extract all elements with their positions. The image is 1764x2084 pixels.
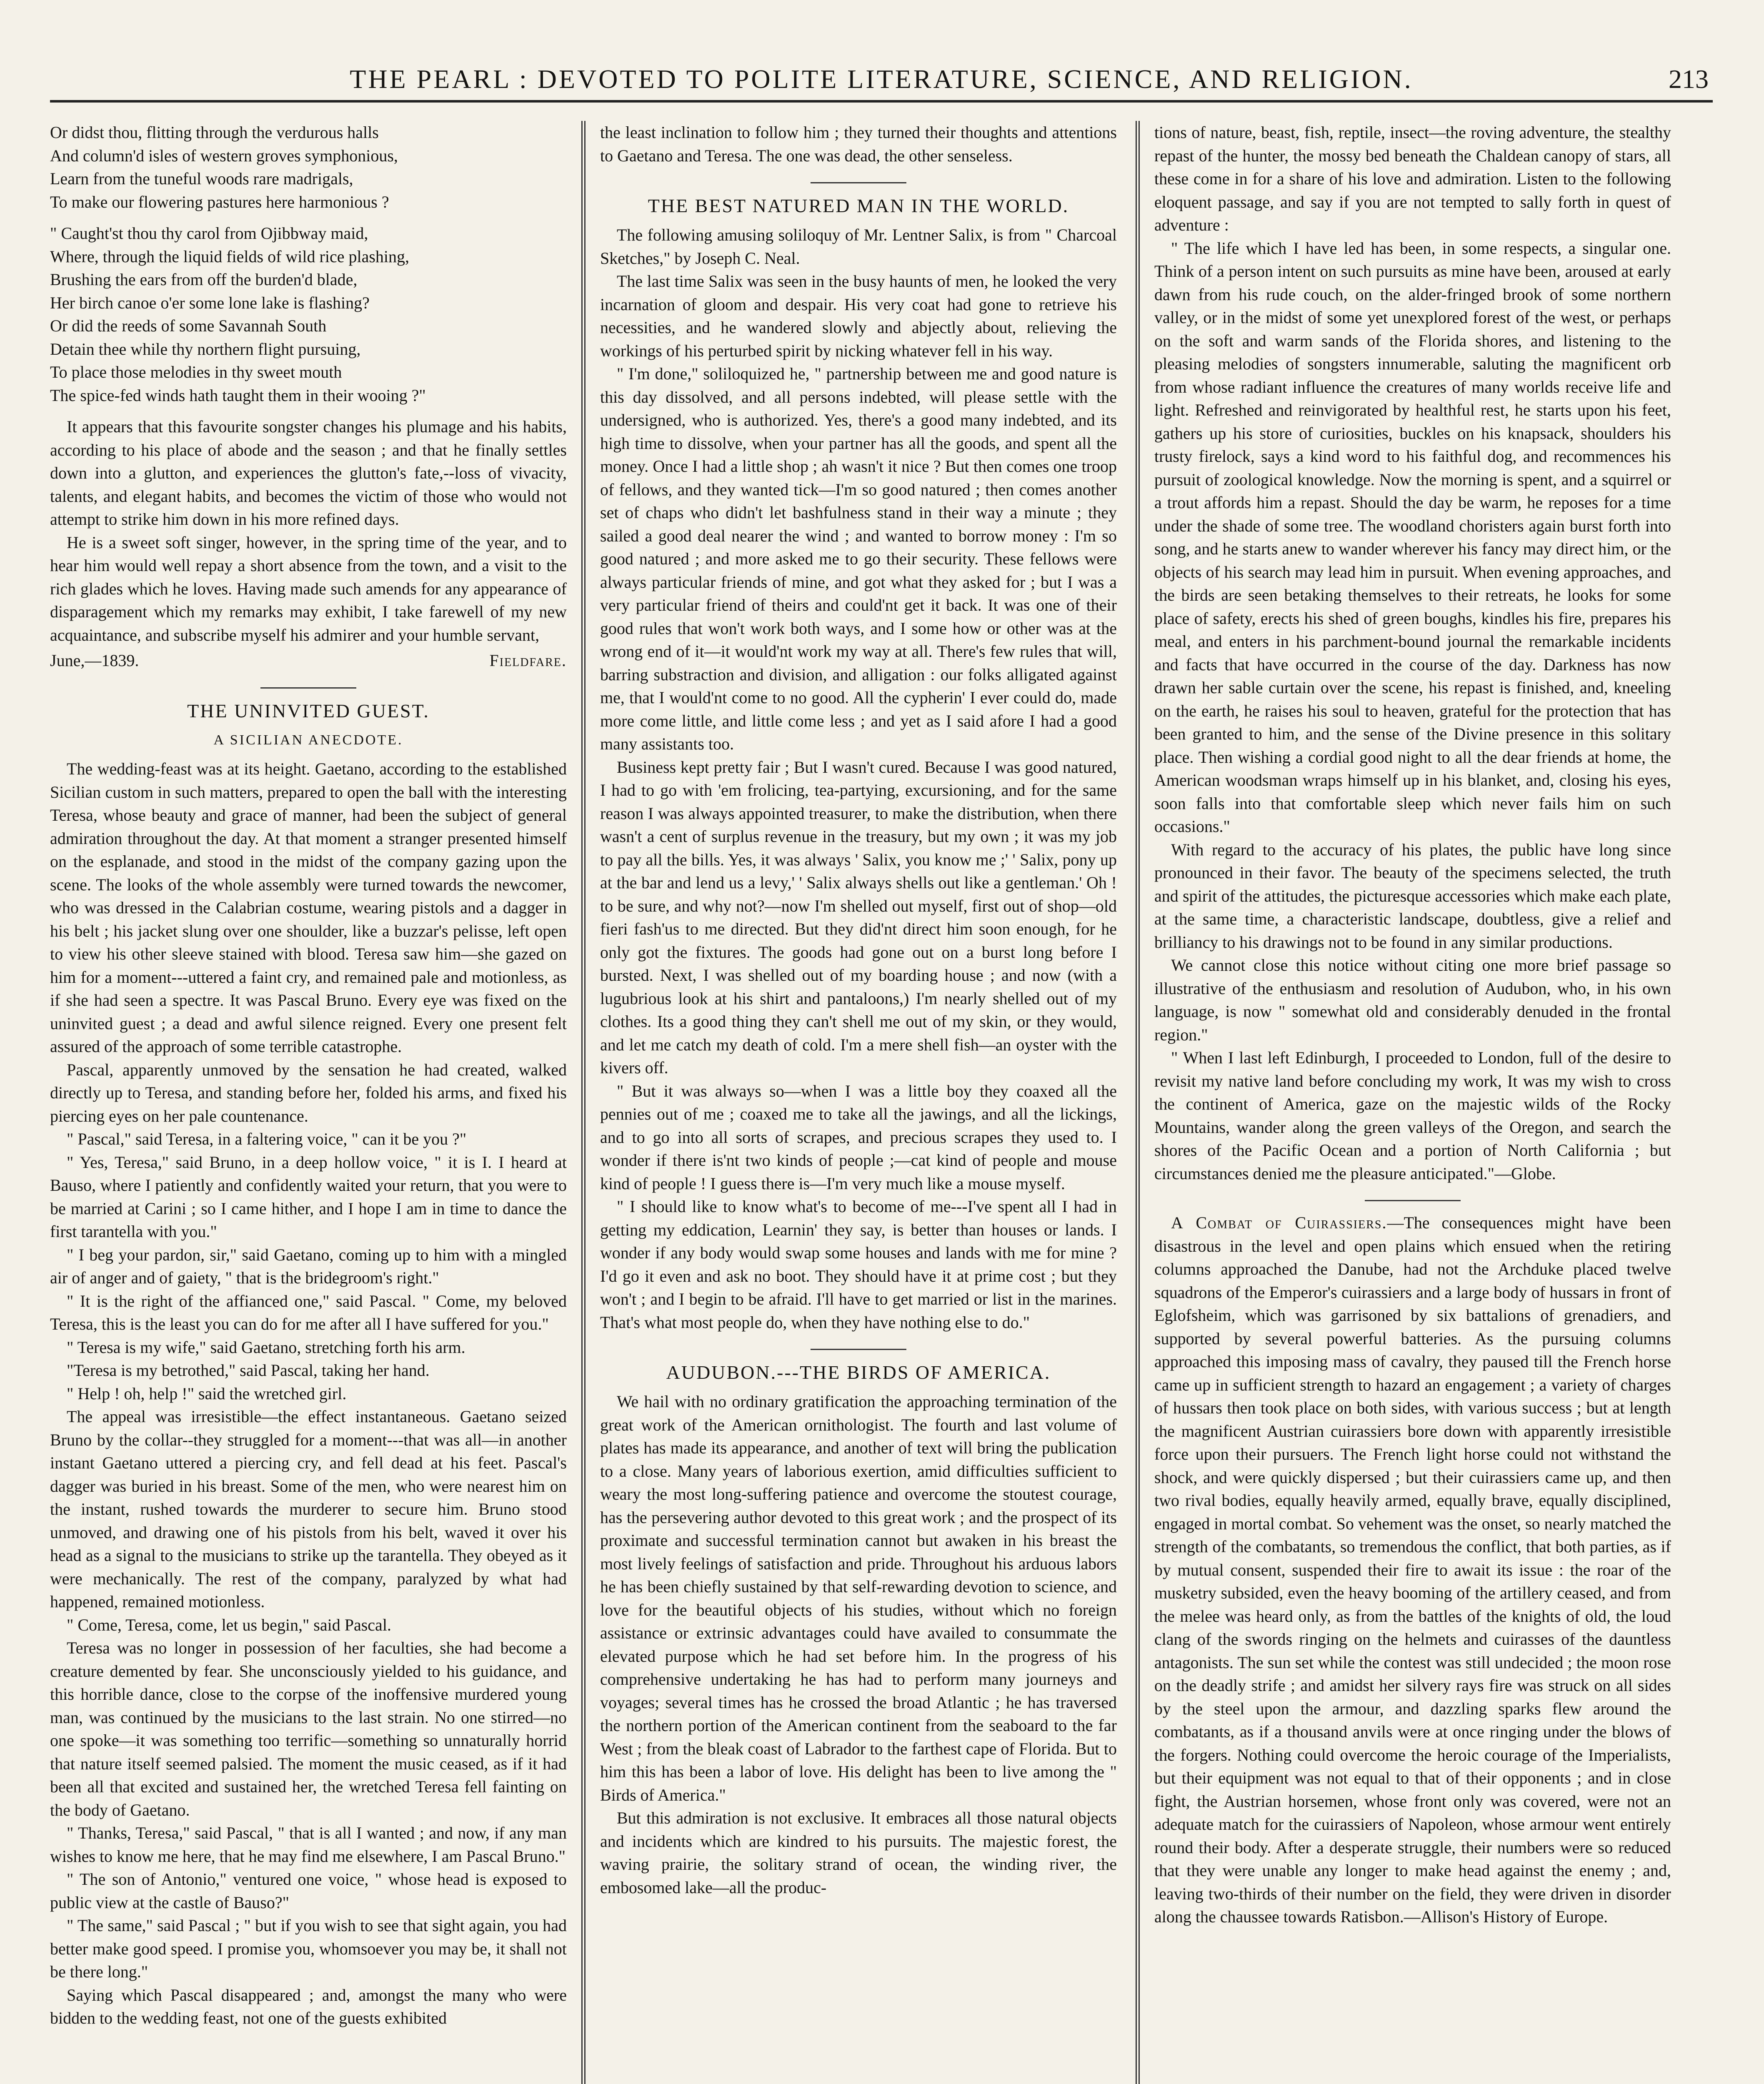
- paragraph: " I beg your pardon, sir," said Gaetano, coming up to him with a mingled air of anger and of gaiety, " that is the bridegroom's right.": [50, 1245, 567, 1287]
- paragraph: The following amusing soliloquy of Mr. Lentner Salix, is from " Charcoal Sketches," by Joseph C. Neal.: [600, 225, 1117, 268]
- paragraph-text: —The consequences might have been disastrous in the level and open plains which ensued when the retiring columns approached the Danube, had not the Archduke placed twelve squadrons of the Emperor's cuirassiers and a large body of hussars in front of Eglofsheim, which was garrisoned by six battalions of grenadiers, and supported by several powerful batteries. As the pursuing columns approached this imposing mass of cavalry, they paused till the French horse came up in sufficient strength to hazard an engagement ; a variety of charges of hussars then took place on both sides, with various success ; but at length the magnificent Austrian cuirassiers bore down with apparently irresistible force upon their pursuers. The French light horse could not withstand the shock, and were quickly dispersed ; but their cuirassiers came up, and then two rival bodies, equally heavily armed, equally brave, equally disciplined, engaged in mortal combat. So vehement was the onset, so nearly matched the strength of the combatants, so tremendous the conflict, that both parties, as if by mutual consent, suspended their fire to await its issue : the roar of the musketry subsided, even the heavy booming of the artillery ceased, and from the melee was heard only, as from the battles of the knights of old, the loud clang of the swords ringing on the helmets and cuirasses of the dauntless antagonists. The sun set while the contest was still undecided ; the moon rose on the deadly strife ; and amidst her silvery rays fire was struck on all sides by the steel upon the armour, and dazzling sparks flew around the combatants, as if a thousand anvils were at once ringing under the blows of the forgers. Nothing could overcome the heroic courage of the Imperialists, but their equipment was not equal to that of their opponents ; and in close fight, the Austrian horsemen, whose front only was covered, were not an adequate match for the cuirassiers of Napoleon, whose armour went entirely round their body. After a desperate struggle, their numbers were so reduced that they were unable any longer to make head against the enemy ; and, leaving two-thirds of their number on the field, they were driven in disorder along the chaussee towards Ratisbon.—Allison's History of Europe.: [1154, 1213, 1671, 1926]
- paragraph: We hail with no ordinary gratification the approaching termination of the great work of the American ornithologist. The fourth and last volume of plates has made its appearance, and another of text will bring the publication to a close. Many years of laborious exertion, amid difficulties sufficient to weary the most long-suffering patience and overcome the stoutest courage, has the persevering author devoted to this great work ; and the prospect of its proximate and successful termination cannot but awaken in his breast the most lively feelings of satisfaction and pride. Throughout his arduous labors he has been chiefly sustained by that self-rewarding devotion to science, and love for the beautiful objects of his studies, without which no foreign assistance or extrinsic advantages could have availed to consummate the elevated purpose which he had set before him. In the progress of his comprehensive undertaking he has had to perform many journeys and voyages; several times has he crossed the broad Atlantic ; he has traversed the northern portion of the American continent from the seaboard to the far West ; from the bleak coast of Labrador to the farthest cape of Florida. But to him this has been a labor of love. His delight has been to live among the " Birds of America.": [600, 1392, 1117, 1804]
- paragraph: The appeal was irresistible—the effect instantaneous. Gaetano seized Bruno by the collar--they struggled for a moment---that was all—in another instant Gaetano uttered a piercing cry, and fell dead at his feet. Pascal's dagger was buried in his breast. Some of the men, who were nearest him on the instant, rushed towards the murderer to secure him. Bruno stood unmoved, and drawing one of his pistols from his belt, waved it over his head as a signal to the musicians to strike up the tarantella. They obeyed as it were mechanically. The rest of the company, paralyzed by what had happened, remained motionless.: [50, 1407, 567, 1611]
- paragraph: " When I last left Edinburgh, I proceeded to London, full of the desire to revisit my native land before concluding my work, It was my wish to cross the continent of America, gaze on the majestic wilds of the Rocky Mountains, wander along the green valleys of the Oregon, and search the shores of the Pacific Ocean and a portion of North California ; but circumstances denied me the pleasure anticipated."—Globe.: [1154, 1048, 1671, 1183]
- poem-line: Detain thee while thy northern flight pursuing,: [50, 339, 361, 358]
- poem-line: And column'd isles of western groves symphonious,: [50, 146, 398, 165]
- paragraph: "Teresa is my betrothed," said Pascal, taking her hand.: [67, 1361, 430, 1380]
- column-rule: [1136, 121, 1140, 2084]
- paragraph: He is a sweet soft singer, however, in the spring time of the year, and to hear him would well repay a short absence from the town, and a visit to the rich glades which he loves. Having made such amends for any appearance of disparagement which my remarks may exhibit, I take farewell of my new acquaintance, and subscribe myself his admirer and your humble servant,: [50, 533, 567, 644]
- section-divider: [260, 687, 356, 689]
- column-1: [50, 121, 567, 2030]
- paragraph: " I'm done," soliloquized he, " partnership between me and good nature is this day dissolved, and all persons indebted, will please settle with the undersigned, who is authorized. Yes, there's a good many indebted, and its high time to dissolve, when your partner has all the goods, and spent all the money. Once I had a little shop ; ah wasn't it nice ? But then comes one troop of fellows, and they wanted tick—I'm so good natured ; then comes another set of chaps who didn't let bashfulness stand in their way a minute ; they sailed a good deal nearer the wind ; and wanted to borrow money : I'm so good natured ; and more asked me to go their security. These fellows were always particular friends of mine, and got what they asked for ; but I was a very particular friend of theirs and could'nt get it back. It was one of their good rules that won't work both ways, and I some how or other was at the wrong end of it—it would'nt work my way at all. There's few rules that will, barring substraction and division, and alligation : our folks alligated against me, that I would'nt come to no good. All the cypherin' I ever could do, made more come little, and little come less ; and yet as I said afore I had a good many assistants too.: [600, 364, 1117, 753]
- paragraph: Pascal, apparently unmoved by the sensation he had created, walked directly up to Teresa, and standing before her, folded his arms, and fixed his piercing eyes on her pale countenance.: [50, 1060, 567, 1125]
- run-in-heading: A Combat of Cuirassiers.: [1171, 1213, 1387, 1232]
- article-title: THE UNINVITED GUEST.: [187, 700, 430, 721]
- section-divider: [1365, 1200, 1461, 1201]
- poem-line: Learn from the tuneful woods rare madrigals,: [50, 169, 353, 188]
- article-subtitle: A SICILIAN ANECDOTE.: [213, 732, 403, 748]
- paragraph: tions of nature, beast, fish, reptile, insect—the roving adventure, the stealthy repast of the hunter, the mossy bed beneath the Chaldean canopy of stars, all these come in for a share of his love and admiration. Listen to the following eloquent passage, and say if you are not tempted to sally forth in quest of adventure :: [1154, 123, 1671, 234]
- paragraph: " Thanks, Teresa," said Pascal, " that is all I wanted ; and now, if any man wishes to know me here, that he may find me elsewhere, I am Pascal Bruno.": [50, 1824, 567, 1866]
- paragraph: " I should like to know what's to become of me---I've spent all I had in getting my eddication, Learnin' they say, is better than houses or lands. I wonder if any body would swap some houses and lands with me for mine ? I'd go it even and ask no boot. They should have it at prime cost ; but they won't ; and I begin to be afraid. I'll have to get married or list in the marines. That's what most people do, when they have nothing else to do.": [600, 1197, 1117, 1332]
- publication-title: THE PEARL : DEVOTED TO POLITE LITERATURE, SCIENCE, AND RELIGION.: [350, 64, 1413, 94]
- paragraph: The last time Salix was seen in the busy haunts of men, he looked the very incarnation of gloom and despair. His very coat had gone to retrieve his necessities, and he wandered slowly and abjectly about, relieving the workings of his perturbed spirit by nicking whatever fell in his way.: [600, 272, 1117, 360]
- poem-line: To make our flowering pastures here harmonious ?: [50, 192, 389, 211]
- paragraph: With regard to the accuracy of his plates, the public have long since pronounced in their favor. The beauty of the specimens selected, the truth and spirit of the attitudes, the picturesque accessories which make each plate, at the same time, a characteristic landscape, doubtless, give a relief and brilliancy to his drawings not to be found in any similar productions.: [1154, 840, 1671, 952]
- column-3: [1154, 121, 1671, 1929]
- paragraph: Business kept pretty fair ; But I wasn't cured. Because I was good natured, I had to go with 'em frolicing, tea-partying, excursioning, and for the same reason I was always appointed treasurer, to make the distribution, when there wasn't a cent of surplus revenue in the treasury, but my own ; it was my job to pay all the bills. Yes, it was always ' Salix, you know me ;' ' Salix, pony up at the bar and lend us a levy,' ' Salix always shells out like a gentleman.' Oh ! to be sure, and why not?—now I'm shelled out myself, first out of shop—old fieri fash'us to me directed. But they did'nt direct him soon enough, for he only got the fixtures. The goods had gone out on a burst long before I bursted. Next, I was shelled out of my boarding house ; and now (with a lugubrious look at his shirt and pantaloons,) I'm nearly shelled out of my clothes. Its a good thing they can't shell me out of my skin, or they would, and let me catch my death of cold. I'm a mere shell fish—an oyster with the kivers off.: [600, 757, 1117, 1077]
- paragraph: " Help ! oh, help !" said the wretched girl.: [67, 1384, 347, 1403]
- section-divider: [811, 182, 906, 183]
- poem-line: The spice-fed winds hath taught them in their wooing ?": [50, 386, 426, 405]
- article-title: THE BEST NATURED MAN IN THE WORLD.: [648, 195, 1069, 216]
- poem-line: To place those melodies in thy sweet mouth: [50, 363, 342, 381]
- paragraph: " Pascal," said Teresa, in a faltering voice, " can it be you ?": [67, 1130, 467, 1148]
- paragraph: " But it was always so—when I was a little boy they coaxed all the pennies out of me ; coaxed me to take all the jawings, and all the lickings, and to go into all sorts of scrapes, and precious scrapes they used to. I wonder if there is'nt two kinds of people ;—cat kind of people and mouse kind of people ! I guess there is—I'm very much like a mouse myself.: [600, 1081, 1117, 1193]
- poem-line: Her birch canoe o'er some lone lake is flashing?: [50, 293, 370, 312]
- letter-date: June,—1839.: [50, 651, 139, 670]
- column-rule: [581, 121, 585, 2084]
- paragraph: the least inclination to follow him ; they turned their thoughts and attentions to Gaetano and Teresa. The one was dead, the other senseless.: [600, 123, 1117, 165]
- paragraph: It appears that this favourite songster changes his plumage and his habits, according to his place of abode and the season ; and that he finally settles down into a glutton, and experiences the glutton's fate,--loss of vivacity, talents, and elegant habits, and becomes the victim of those who would not attempt to strike him down in his more refined days.: [50, 417, 567, 529]
- article-title: AUDUBON.---THE BIRDS OF AMERICA.: [666, 1362, 1051, 1383]
- poem-line: " Caught'st thou thy carol from Ojibbway maid,: [50, 224, 368, 243]
- poem-stanza-2: [50, 222, 567, 407]
- poem-line: Or didst thou, flitting through the verdurous halls: [50, 123, 379, 142]
- poem-line: Or did the reeds of some Savannah South: [50, 316, 327, 335]
- paragraph: " The life which I have led has been, in some respects, a singular one. Think of a person intent on such pursuits as mine have been, aroused at early dawn from his rude couch, on the alder-fringed brook of some northern valley, or in the midst of some yet unexplored forest of the west, or perhaps on the soft and warm sands of the Florida shores, and listening to the pleasing melodies of songsters innumerable, saluting the magnificent orb from whose radiant influence the creatures of many worlds receive life and light. Refreshed and reinvigorated by healthful rest, he starts upon his feet, gathers up his store of curiosities, buckles on his knapsack, shoulders his trusty firelock, says a kind word to his faithful dog, and recommences his pursuit of zoological knowledge. Now the morning is spent, and a squirrel or a trout affords him a repast. Should the day be warm, he reposes for a time under the shade of some tree. The woodland choristers again burst forth into song, and he starts anew to wander wherever his fancy may direct him, or the objects of his search may lead him in pursuit. When evening approaches, and the birds are seen betaking themselves to their retreats, he looks for some place of safety, erects his shed of green boughs, kindles his fire, prepares his meal, and enters in his parchment-bound journal the remarkable incidents and facts that have occurred in the course of the day. Darkness has now drawn her sable curtain over the scene, his repast is finished, and, kneeling on the earth, he raises his soul to heaven, grateful for the protection that has been granted to him, and the sense of the Divine presence in this solitary place. Then wishing a cordial good night to all the dear friends at home, the American woodsman wraps himself up in his blanket, and, closing his eyes, soon falls into that comfortable sleep which never fails him on such occasions.": [1154, 238, 1671, 836]
- signature-line: [50, 649, 567, 672]
- paragraph: The wedding-feast was at its height. Gaetano, according to the established Sicilian custom in such matters, prepared to open the ball with the interesting Teresa, whose beauty and grace of manner, had been the subject of general admiration throughout the day. At that moment a stranger presented himself on the esplanade, and stood in the midst of the company gazing upon the scene. The looks of the whole assembly were turned towards the newcomer, who was dressed in the Calabrian costume, wearing pistols and a dagger in his belt ; his jacket slung over one shoulder, like a buzzar's pelisse, left open to view his other sleeve stained with blood. Teresa saw him—she gazed on him for a moment---uttered a faint cry, and remained pale and motionless, as if she had seen a spectre. It was Pascal Bruno. Every eye was fixed on the uninvited guest ; a dead and awful silence reigned. Every one present felt assured of the approach of some terrible catastrophe.: [50, 759, 567, 1056]
- poem-line: Brushing the ears from off the burden'd blade,: [50, 270, 358, 289]
- section-divider: [811, 1349, 906, 1350]
- poem-stanza-1: [50, 121, 567, 213]
- paragraph: [1154, 1211, 1671, 1929]
- paragraph: " Yes, Teresa," said Bruno, in a deep hollow voice, " it is I. I heard at Bauso, where I patiently and confidently waited your return, that you were to be married at Carini ; so I came hither, and I hope I am in time to dance the first tarantella with you.": [50, 1152, 567, 1241]
- paragraph: " The same," said Pascal ; " but if you wish to see that sight again, you had better make good speed. I promise you, whomsoever you may be, it shall not be there long.": [50, 1916, 567, 1981]
- paragraph: Saying which Pascal disappeared ; and, amongst the many who were bidden to the wedding feast, not one of the guests exhibited: [50, 1985, 567, 2027]
- paragraph: " It is the right of the affianced one," said Pascal. " Come, my beloved Teresa, this is the least you can do for me after all I have suffered for you.": [50, 1291, 567, 1333]
- paragraph: We cannot close this notice without citing one more brief passage so illustrative of the enthusiasm and resolution of Audubon, who, in his own language, is now " somewhat old and considerably denuded in the frontal region.": [1154, 956, 1671, 1044]
- paragraph: " Come, Teresa, come, let us begin," said Pascal.: [67, 1615, 391, 1634]
- paragraph: " Teresa is my wife," said Gaetano, stretching forth his arm.: [67, 1338, 465, 1357]
- paragraph: " The son of Antonio," ventured one voice, " whose head is exposed to public view at the castle of Bauso?": [50, 1870, 567, 1912]
- paragraph: Teresa was no longer in possession of her faculties, she had become a creature demented by fear. She unconsciously yielded to his guidance, and this horrible dance, close to the corpse of the inoffensive murdered young man, was continued by the musicians to the last strain. No one stirred—no one spoke—it was something too terrific—something so unnaturally horrid that nature itself seemed palsied. The moment the music ceased, as if it had been all that excited and sustained her, the wretched Teresa fell fainting on the body of Gaetano.: [50, 1638, 567, 1819]
- masthead: [50, 63, 1713, 103]
- paragraph: But this admiration is not exclusive. It embraces all those natural objects and incidents which are kindred to his pursuits. The majestic forest, the waving prairie, the solitary strand of ocean, the winding river, the embosomed lake—all the produc-: [600, 1808, 1117, 1897]
- author-signature: Fieldfare.: [489, 651, 567, 670]
- page-number: 213: [1669, 64, 1709, 94]
- column-2: [600, 121, 1117, 1899]
- poem-line: Where, through the liquid fields of wild rice plashing,: [50, 247, 410, 266]
